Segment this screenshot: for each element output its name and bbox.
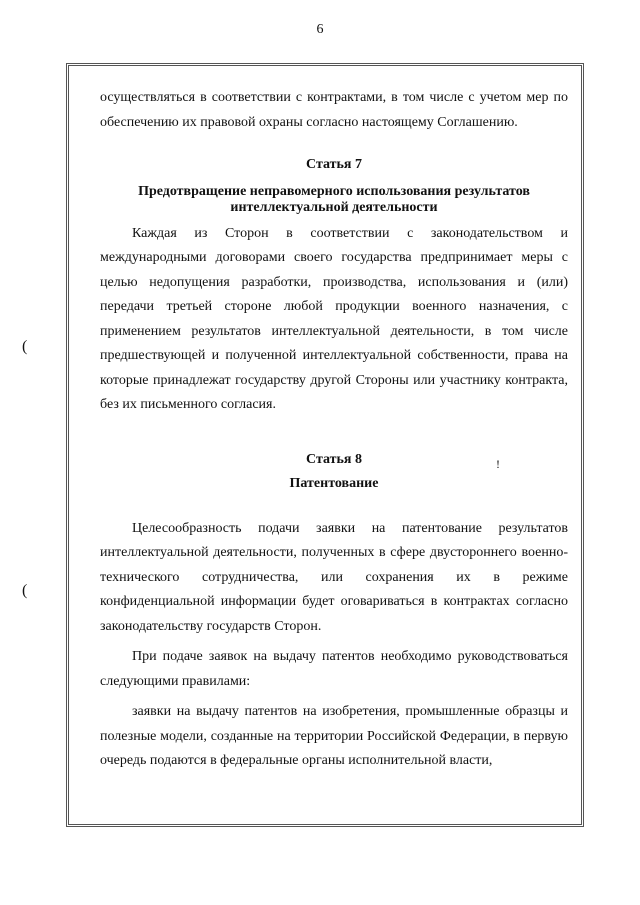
margin-mark: ( <box>22 582 28 599</box>
article-7-subtitle: Предотвращение неправомерного использования результатов интеллектуальной деятельности <box>138 183 530 215</box>
article-7-body: Каждая из Сторон в соответствии с законодательством и международными договорами своего государства предпринимает меры с целью недопущения разработки, производства, использования и (или) передачи третьей стороне любой продукции военного назначения, с применением результатов интеллектуальной деятельности, в том числе предшествующей и полученной интеллектуальной собственности, права на которые принадлежат государству другой Стороны или участнику контракта, без их письменного согласия. <box>100 225 568 412</box>
article-8-paragraph-2: При подаче заявок на выдачу патентов необходимо руководствоваться следующими правилами: <box>100 649 568 689</box>
page-number: 6 <box>316 22 324 37</box>
article-8-title: Статья 8 <box>306 451 362 467</box>
article-7-title: Статья 7 <box>306 157 362 172</box>
article-8-subtitle: Патентование <box>289 476 379 491</box>
margin-mark: ( <box>22 338 28 355</box>
intro-paragraph: осуществляться в соответствии с контрактами, в том числе с учетом мер по обеспечению их правовой охраны согласно настоящему Соглашению. <box>100 90 568 130</box>
stray-mark: ! <box>496 457 500 471</box>
document-body <box>100 86 568 774</box>
article-8-paragraph-1: Целесообразность подачи заявки на патентование результатов интеллектуальной деятельности, полученных в сфере двустороннего военно-технического сотрудничества, или сохранения их в режиме конфиденциальной информации будет оговариваться в контрактах согласно законодательству государств Сторон. <box>100 520 568 634</box>
article-8-paragraph-3: заявки на выдачу патентов на изобретения, промышленные образцы и полезные модели, созданные на территории Российской Федерации, в первую очередь подаются в федеральные органы исполнительной власти, <box>100 704 568 768</box>
